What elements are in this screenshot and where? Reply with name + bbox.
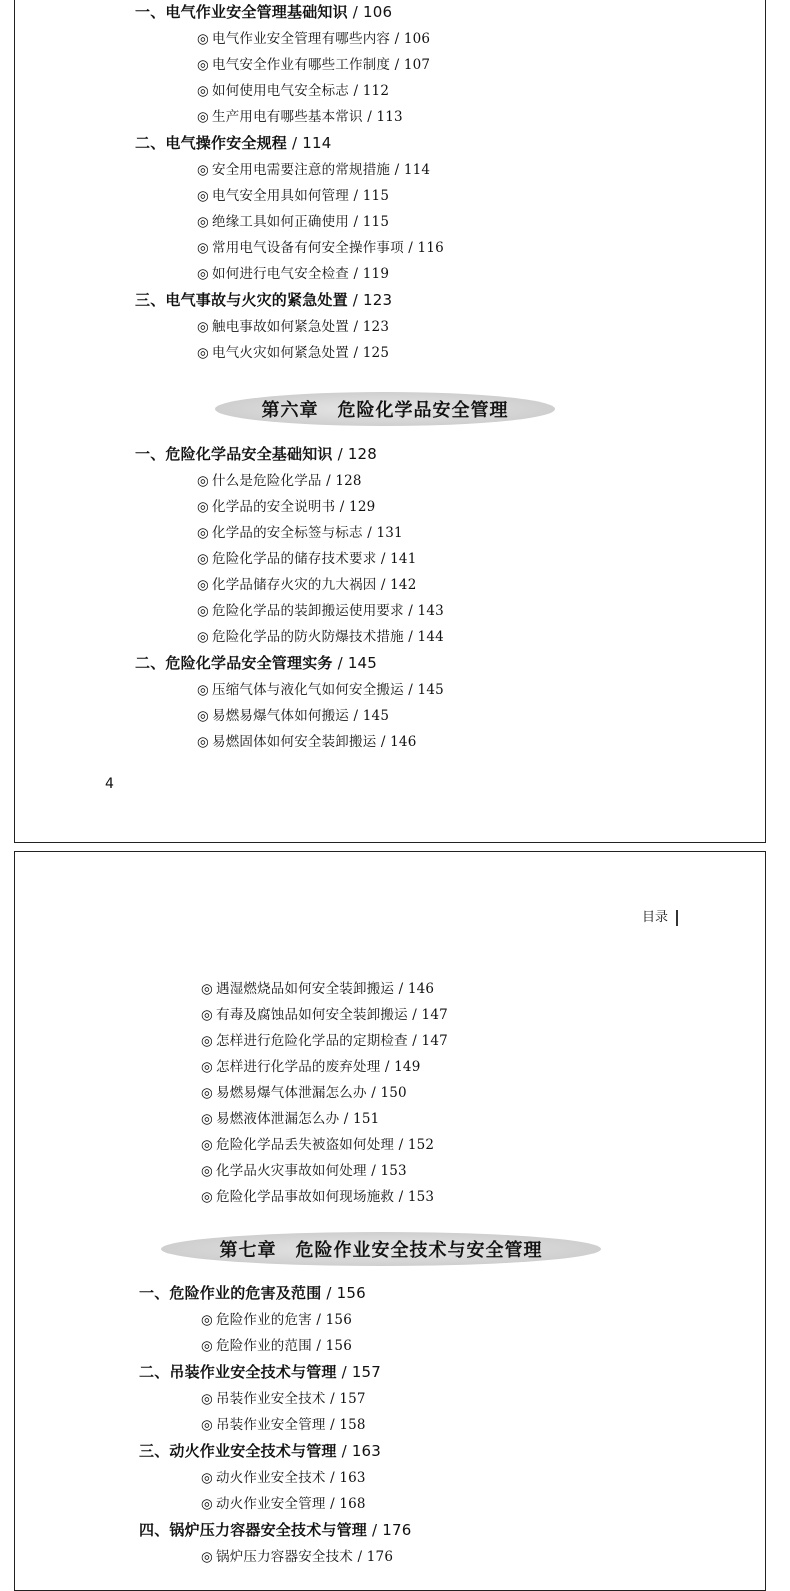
item-page-number: 131	[376, 525, 403, 541]
item-title: 电气安全用具如何管理	[212, 188, 349, 204]
item-page-number: 115	[362, 188, 390, 204]
bullet-icon: ◎	[197, 734, 209, 750]
toc-item[interactable]	[201, 1161, 407, 1181]
item-page-number: 119	[362, 266, 390, 282]
toc-item[interactable]	[201, 1083, 407, 1103]
item-title: 绝缘工具如何正确使用	[212, 214, 349, 230]
running-header: 目录	[642, 910, 678, 926]
bullet-icon: ◎	[201, 1549, 213, 1565]
item-page-number: 158	[339, 1417, 366, 1433]
chapter-title: 第七章 危险作业安全技术与安全管理	[219, 1240, 543, 1261]
item-page-number: 115	[362, 214, 390, 230]
item-title: 怎样进行危险化学品的定期检查	[216, 1033, 408, 1049]
item-page-number: 116	[417, 240, 444, 256]
section-title: 三、动火作业安全技术与管理	[139, 1442, 337, 1460]
bullet-icon: ◎	[197, 499, 209, 515]
item-title: 化学品火灾事故如何处理	[216, 1163, 367, 1179]
bullet-icon: ◎	[201, 1111, 213, 1127]
separator: /	[367, 1521, 383, 1539]
toc-item[interactable]	[201, 1031, 448, 1051]
item-page-number: 150	[380, 1085, 407, 1101]
toc-section-heading[interactable]	[139, 1283, 366, 1303]
section-page-number: 176	[382, 1521, 412, 1539]
section-page-number: 145	[347, 654, 378, 672]
item-title: 化学品储存火灾的九大祸因	[212, 577, 377, 593]
separator: /	[376, 734, 391, 750]
section-title: 三、电气事故与火灾的紧急处置	[135, 291, 348, 309]
bullet-icon: ◎	[201, 981, 213, 997]
toc-item[interactable]	[197, 238, 444, 258]
bullet-icon: ◎	[201, 1417, 213, 1433]
toc-item[interactable]	[197, 680, 444, 700]
bullet-icon: ◎	[197, 603, 209, 619]
separator: /	[349, 319, 363, 335]
separator: /	[376, 551, 391, 567]
item-page-number: 145	[417, 682, 444, 698]
toc-item[interactable]	[197, 107, 403, 127]
toc-item[interactable]	[197, 732, 417, 752]
item-page-number: 156	[325, 1312, 353, 1328]
section-title: 一、电气作业安全管理基础知识	[135, 3, 348, 21]
item-page-number: 152	[407, 1137, 435, 1153]
separator: /	[325, 1496, 340, 1512]
bullet-icon: ◎	[197, 31, 209, 47]
item-page-number: 123	[362, 319, 390, 335]
toc-item[interactable]	[197, 627, 444, 647]
bullet-icon: ◎	[197, 162, 209, 178]
item-title: 化学品的安全标签与标志	[212, 525, 363, 541]
item-title: 易燃易爆气体如何搬运	[212, 708, 349, 724]
bullet-icon: ◎	[197, 629, 209, 645]
item-title: 安全用电需要注意的常规措施	[212, 162, 391, 178]
item-title: 危险化学品事故如何现场施救	[216, 1189, 395, 1205]
item-title: 压缩气体与液化气如何安全搬运	[212, 682, 404, 698]
bullet-icon: ◎	[197, 473, 209, 489]
bullet-icon: ◎	[201, 1391, 213, 1407]
section-page-number: 123	[363, 291, 393, 309]
separator: /	[362, 109, 377, 125]
item-title: 吊装作业安全技术	[216, 1391, 326, 1407]
page-number: 4	[105, 776, 114, 792]
separator: /	[390, 31, 404, 47]
toc-item[interactable]	[201, 1468, 366, 1488]
separator: /	[347, 291, 364, 309]
section-title: 二、电气操作安全规程	[135, 134, 288, 152]
separator: /	[390, 162, 404, 178]
toc-section-heading[interactable]	[135, 133, 331, 153]
toc-item[interactable]	[201, 1415, 366, 1435]
separator: /	[366, 1085, 381, 1101]
item-page-number: 125	[362, 345, 390, 361]
item-page-number: 153	[380, 1163, 407, 1179]
separator: /	[287, 134, 303, 152]
chapter-banner	[161, 1232, 601, 1266]
bullet-icon: ◎	[197, 57, 209, 73]
item-title: 如何使用电气安全标志	[212, 83, 349, 99]
toc-item[interactable]	[197, 575, 417, 595]
item-title: 电气火灾如何紧急处置	[212, 345, 349, 361]
toc-item[interactable]	[197, 497, 375, 517]
toc-item[interactable]	[201, 1310, 352, 1330]
item-title: 有毒及腐蚀品如何安全装卸搬运	[216, 1007, 408, 1023]
separator: /	[403, 240, 418, 256]
item-title: 危险作业的范围	[216, 1338, 312, 1354]
bullet-icon: ◎	[201, 1033, 213, 1049]
separator: /	[394, 1189, 408, 1205]
item-page-number: 145	[362, 708, 390, 724]
separator: /	[407, 1007, 422, 1023]
item-page-number: 143	[417, 603, 444, 619]
item-page-number: 147	[421, 1007, 448, 1023]
item-title: 危险化学品丢失被盗如何处理	[216, 1137, 395, 1153]
item-title: 锅炉压力容器安全技术	[216, 1549, 353, 1565]
bullet-icon: ◎	[201, 1059, 213, 1075]
item-title: 电气作业安全管理有哪些内容	[212, 31, 391, 47]
section-page-number: 156	[336, 1284, 366, 1302]
item-title: 吊装作业安全管理	[216, 1417, 326, 1433]
separator: /	[390, 57, 404, 73]
item-page-number: 156	[325, 1338, 353, 1354]
section-title: 一、危险作业的危害及范围	[139, 1284, 322, 1302]
item-page-number: 176	[366, 1549, 394, 1565]
item-page-number: 107	[403, 57, 431, 73]
toc-section-heading[interactable]	[135, 290, 392, 310]
separator: /	[349, 266, 363, 282]
item-title: 遇湿燃烧品如何安全装卸搬运	[216, 981, 395, 997]
section-page-number: 106	[363, 3, 393, 21]
separator: /	[321, 473, 336, 489]
separator: /	[325, 1391, 340, 1407]
separator: /	[362, 525, 377, 541]
separator: /	[349, 214, 363, 230]
toc-item[interactable]	[201, 1336, 352, 1356]
toc-item[interactable]	[201, 979, 434, 999]
separator: /	[376, 577, 391, 593]
item-title: 危险作业的危害	[216, 1312, 312, 1328]
separator: /	[311, 1312, 326, 1328]
separator: /	[349, 345, 363, 361]
item-title: 危险化学品的防火防爆技术措施	[212, 629, 404, 645]
toc-item[interactable]	[201, 1057, 421, 1077]
toc-item[interactable]	[197, 549, 417, 569]
toc-item[interactable]	[201, 1187, 434, 1207]
bullet-icon: ◎	[197, 83, 209, 99]
item-title: 危险化学品的储存技术要求	[212, 551, 377, 567]
bullet-icon: ◎	[197, 682, 209, 698]
toc-item[interactable]	[201, 1389, 366, 1409]
bullet-icon: ◎	[201, 1085, 213, 1101]
separator: /	[407, 1033, 422, 1049]
toc-item[interactable]	[201, 1135, 434, 1155]
toc-section-heading[interactable]	[135, 444, 377, 464]
bullet-icon: ◎	[201, 1007, 213, 1023]
item-page-number: 149	[394, 1059, 421, 1075]
bullet-icon: ◎	[197, 109, 209, 125]
toc-item[interactable]	[197, 212, 389, 232]
separator: /	[403, 603, 418, 619]
item-title: 怎样进行化学品的废弃处理	[216, 1059, 381, 1075]
toc-section-heading[interactable]	[139, 1362, 381, 1382]
separator: /	[332, 654, 348, 672]
item-page-number: 106	[403, 31, 431, 47]
item-page-number: 153	[407, 1189, 435, 1205]
toc-section-heading[interactable]	[135, 2, 392, 22]
bullet-icon: ◎	[201, 1312, 213, 1328]
bullet-icon: ◎	[201, 1496, 213, 1512]
item-page-number: 129	[349, 499, 376, 515]
item-title: 危险化学品的装卸搬运使用要求	[212, 603, 404, 619]
item-page-number: 113	[376, 109, 403, 125]
toc-item[interactable]	[197, 160, 430, 180]
separator: /	[349, 708, 363, 724]
item-page-number: 112	[362, 83, 390, 99]
separator: /	[335, 499, 350, 515]
bullet-icon: ◎	[201, 1163, 213, 1179]
bullet-icon: ◎	[197, 240, 209, 256]
item-page-number: 157	[339, 1391, 366, 1407]
toc-item[interactable]	[197, 343, 389, 363]
toc-section-heading[interactable]	[135, 653, 377, 673]
bullet-icon: ◎	[201, 1338, 213, 1354]
item-title: 化学品的安全说明书	[212, 499, 336, 515]
toc-item[interactable]	[197, 317, 389, 337]
separator: /	[349, 188, 363, 204]
item-title: 易燃液体泄漏怎么办	[216, 1111, 340, 1127]
separator: /	[403, 629, 418, 645]
section-page-number: 128	[347, 445, 378, 463]
toc-item[interactable]	[201, 1005, 448, 1025]
toc-page-5	[14, 851, 766, 1591]
item-page-number: 151	[353, 1111, 380, 1127]
toc-item[interactable]	[201, 1547, 393, 1567]
chapter-banner	[215, 392, 555, 426]
toc-item[interactable]	[197, 471, 362, 491]
separator: /	[321, 1284, 337, 1302]
section-page-number: 114	[302, 134, 332, 152]
section-title: 四、锅炉压力容器安全技术与管理	[139, 1521, 368, 1539]
toc-item[interactable]	[197, 186, 389, 206]
separator: /	[347, 3, 364, 21]
bullet-icon: ◎	[197, 551, 209, 567]
item-title: 易燃易爆气体泄漏怎么办	[216, 1085, 367, 1101]
item-title: 易燃固体如何安全装卸搬运	[212, 734, 377, 750]
separator: /	[380, 1059, 395, 1075]
separator: /	[311, 1338, 326, 1354]
item-page-number: 163	[339, 1470, 366, 1486]
separator: /	[325, 1417, 340, 1433]
item-page-number: 168	[339, 1496, 366, 1512]
toc-item[interactable]	[197, 523, 403, 543]
item-title: 触电事故如何紧急处置	[212, 319, 349, 335]
toc-section-heading[interactable]	[139, 1520, 411, 1540]
toc-item[interactable]	[201, 1109, 379, 1129]
item-title: 如何进行电气安全检查	[212, 266, 349, 282]
toc-item[interactable]	[197, 601, 444, 621]
item-page-number: 147	[421, 1033, 448, 1049]
item-page-number: 146	[390, 734, 417, 750]
bullet-icon: ◎	[197, 577, 209, 593]
section-page-number: 163	[351, 1442, 382, 1460]
separator: /	[325, 1470, 340, 1486]
item-title: 生产用电有哪些基本常识	[212, 109, 363, 125]
section-title: 二、危险化学品安全管理实务	[135, 654, 333, 672]
item-title: 常用电气设备有何安全操作事项	[212, 240, 404, 256]
separator: /	[394, 1137, 408, 1153]
bullet-icon: ◎	[201, 1189, 213, 1205]
bullet-icon: ◎	[197, 188, 209, 204]
item-page-number: 146	[407, 981, 435, 997]
separator: /	[366, 1163, 381, 1179]
separator: /	[339, 1111, 354, 1127]
bullet-icon: ◎	[201, 1470, 213, 1486]
chapter-title: 第六章 危险化学品安全管理	[261, 400, 509, 421]
item-title: 动火作业安全技术	[216, 1470, 326, 1486]
item-page-number: 141	[390, 551, 417, 567]
bullet-icon: ◎	[197, 266, 209, 282]
bullet-icon: ◎	[197, 708, 209, 724]
toc-item[interactable]	[197, 29, 430, 49]
separator: /	[336, 1363, 352, 1381]
toc-item[interactable]	[201, 1494, 366, 1514]
separator: /	[336, 1442, 352, 1460]
toc-item[interactable]	[197, 264, 389, 284]
item-page-number: 144	[417, 629, 444, 645]
toc-item[interactable]	[197, 55, 430, 75]
bullet-icon: ◎	[197, 319, 209, 335]
separator: /	[353, 1549, 367, 1565]
section-title: 一、危险化学品安全基础知识	[135, 445, 333, 463]
item-title: 电气安全作业有哪些工作制度	[212, 57, 391, 73]
bullet-icon: ◎	[201, 1137, 213, 1153]
bullet-icon: ◎	[197, 214, 209, 230]
section-title: 二、吊装作业安全技术与管理	[139, 1363, 337, 1381]
separator: /	[403, 682, 418, 698]
item-page-number: 128	[335, 473, 362, 489]
toc-section-heading[interactable]	[139, 1441, 381, 1461]
toc-page-4	[14, 0, 766, 843]
item-page-number: 142	[390, 577, 417, 593]
item-title: 什么是危险化学品	[212, 473, 322, 489]
separator: /	[394, 981, 408, 997]
toc-item[interactable]	[197, 81, 389, 101]
bullet-icon: ◎	[197, 525, 209, 541]
separator: /	[332, 445, 348, 463]
item-page-number: 114	[403, 162, 431, 178]
item-title: 动火作业安全管理	[216, 1496, 326, 1512]
separator: /	[349, 83, 363, 99]
section-page-number: 157	[351, 1363, 382, 1381]
bullet-icon: ◎	[197, 345, 209, 361]
toc-item[interactable]	[197, 706, 389, 726]
